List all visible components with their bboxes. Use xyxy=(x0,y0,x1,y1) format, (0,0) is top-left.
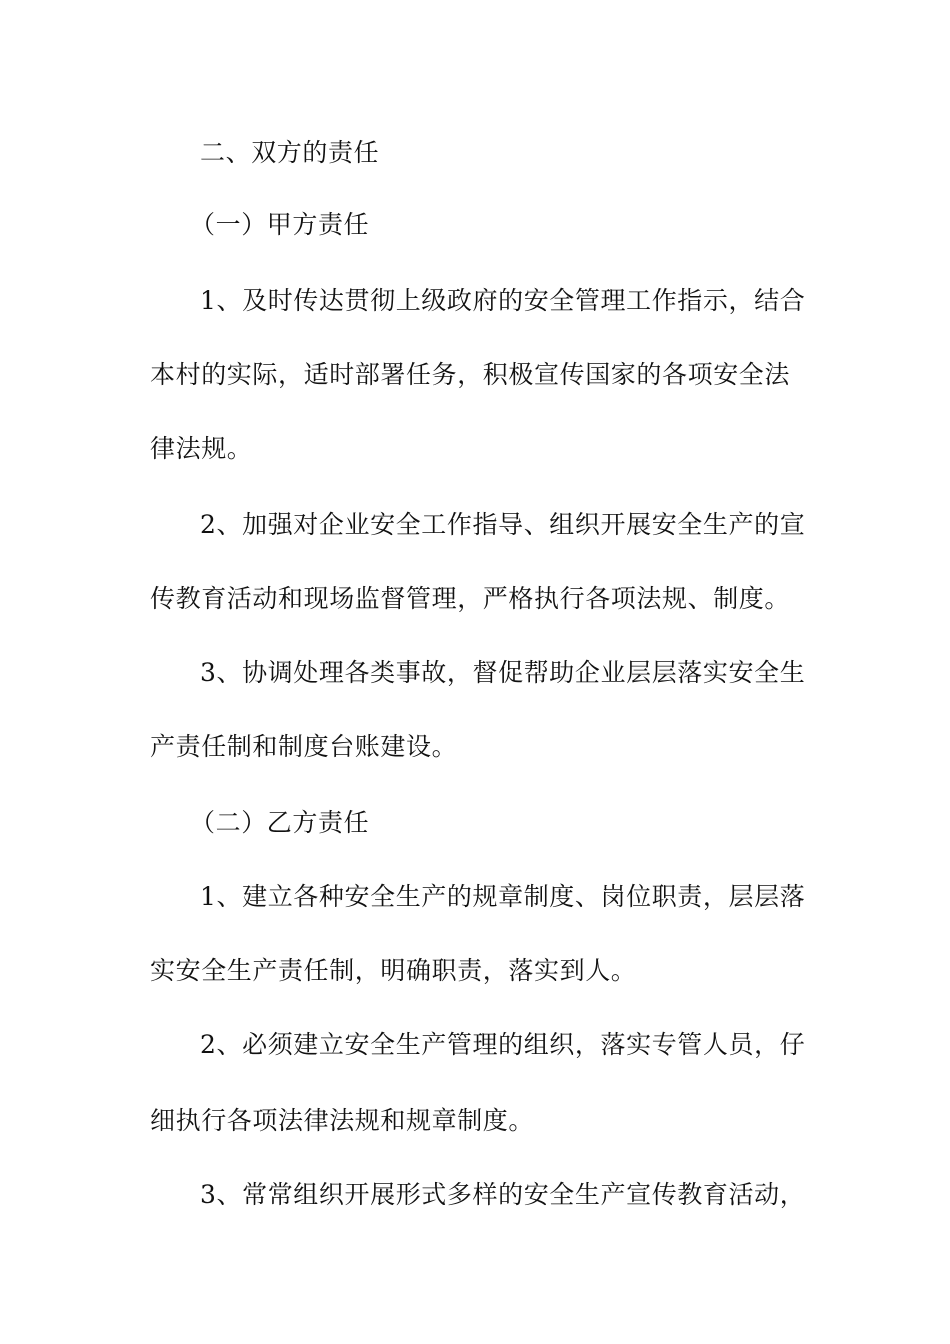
paragraph-line: 2、必须建立安全生产管理的组织，落实专管人员，仔 xyxy=(200,1030,806,1059)
paragraph-line: 传教育活动和现场监督管理，严格执行各项法规、制度。 xyxy=(150,584,791,613)
paragraph-line: 3、常常组织开展形式多样的安全生产宣传教育活动， xyxy=(200,1180,806,1209)
paragraph-line: 3、协调处理各类事故，督促帮助企业层层落实安全生 xyxy=(200,658,806,687)
subsection-heading-party-a: （一）甲方责任 xyxy=(190,210,370,239)
section-heading: 二、双方的责任 xyxy=(200,138,380,167)
paragraph-line: 律法规。 xyxy=(150,434,253,463)
paragraph-line: 本村的实际，适时部署任务，积极宣传国家的各项安全法 xyxy=(150,360,791,389)
paragraph-line: 1、建立各种安全生产的规章制度、岗位职责，层层落 xyxy=(200,882,806,911)
paragraph-line: 实安全生产责任制，明确职责，落实到人。 xyxy=(150,956,637,985)
subsection-heading-party-b: （二）乙方责任 xyxy=(190,808,370,837)
paragraph-line: 2、加强对企业安全工作指导、组织开展安全生产的宣 xyxy=(200,510,806,539)
paragraph-line: 1、及时传达贯彻上级政府的安全管理工作指示，结合 xyxy=(200,286,806,315)
paragraph-line: 细执行各项法律法规和规章制度。 xyxy=(150,1106,535,1135)
paragraph-line: 产责任制和制度台账建设。 xyxy=(150,732,458,761)
